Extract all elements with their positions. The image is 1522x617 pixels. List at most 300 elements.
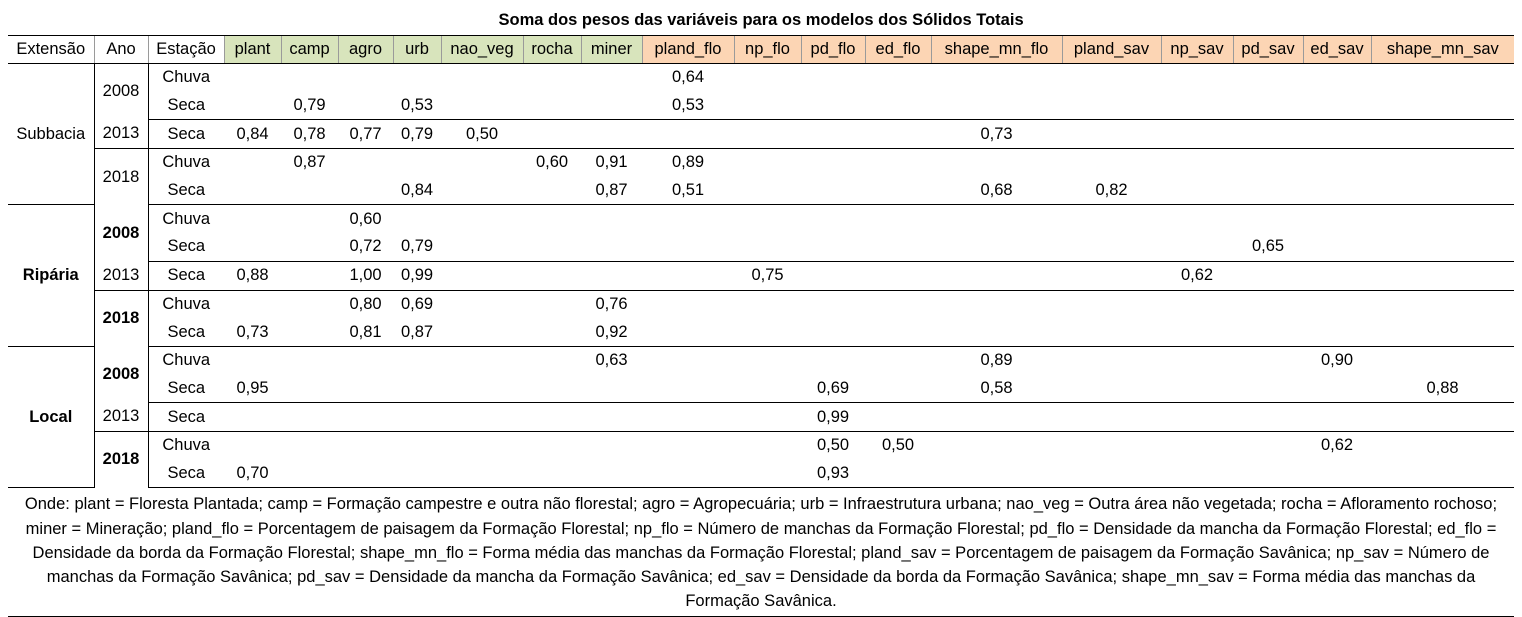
value-cell — [801, 318, 865, 346]
value-cell: 0,58 — [931, 375, 1062, 403]
value-cell: 0,70 — [224, 460, 281, 488]
value-cell: 0,76 — [595, 294, 628, 313]
value-cell — [734, 375, 801, 403]
value-cell: 0,50 — [441, 120, 523, 149]
value-cell — [338, 346, 393, 374]
value-cell — [1233, 431, 1303, 459]
value-cell — [224, 92, 281, 120]
value-cell — [581, 64, 642, 92]
value-cell — [865, 177, 931, 205]
value-cell — [581, 205, 642, 233]
value-cell — [1371, 205, 1514, 233]
value-cell — [1233, 205, 1303, 233]
value-cell — [931, 460, 1062, 488]
value-cell — [931, 205, 1062, 233]
value-cell — [642, 346, 734, 374]
value-cell — [523, 233, 581, 261]
value-cell — [734, 346, 801, 374]
year-cell: 2013 — [94, 403, 148, 432]
value-cell: 0,82 — [1062, 177, 1161, 205]
value-cell — [931, 431, 1062, 459]
extent-cell: Subbacia — [8, 64, 94, 205]
value-cell — [393, 403, 441, 432]
value-cell — [441, 233, 523, 261]
value-cell: 0,63 — [595, 351, 628, 370]
value-cell — [734, 318, 801, 346]
value-cell — [801, 120, 865, 149]
value-cell — [1161, 403, 1233, 432]
value-cell: 0,89 — [671, 153, 705, 172]
value-cell — [581, 120, 642, 149]
value-cell — [1371, 92, 1514, 120]
value-cell — [1233, 120, 1303, 149]
value-cell: 0,75 — [734, 261, 801, 290]
value-cell — [801, 149, 865, 177]
table-row — [8, 261, 1514, 290]
value-cell: 0,79 — [393, 233, 441, 261]
value-cell — [865, 64, 931, 92]
table-row — [8, 431, 1514, 459]
value-cell — [281, 205, 338, 233]
value-cell: 0,53 — [642, 92, 734, 120]
table-row — [8, 205, 1514, 233]
value-cell — [1233, 92, 1303, 120]
value-cell — [865, 92, 931, 120]
column-header-pd_flo: pd_flo — [801, 36, 865, 64]
season-cell: Chuva — [162, 436, 211, 455]
extent-cell: Ripária — [8, 205, 94, 346]
value-cell — [581, 431, 642, 459]
value-cell — [865, 290, 931, 318]
value-cell — [1303, 403, 1371, 432]
table-row — [8, 318, 1514, 346]
value-cell: 0,53 — [393, 92, 441, 120]
value-cell: 0,87 — [293, 153, 326, 172]
value-cell — [281, 431, 338, 459]
value-cell: 0,79 — [393, 120, 441, 149]
value-cell — [734, 120, 801, 149]
value-cell — [441, 177, 523, 205]
value-cell — [865, 460, 931, 488]
value-cell — [734, 403, 801, 432]
value-cell — [801, 346, 865, 374]
year-cell: 2008 — [94, 346, 148, 402]
value-cell — [393, 205, 441, 233]
season-cell: Chuva — [162, 294, 211, 313]
value-cell — [642, 120, 734, 149]
value-cell — [1303, 149, 1371, 177]
value-cell — [642, 460, 734, 488]
value-cell — [1161, 64, 1233, 92]
value-cell: 0,84 — [224, 120, 281, 149]
value-cell — [1371, 149, 1514, 177]
value-cell — [441, 261, 523, 290]
value-cell — [441, 149, 523, 177]
value-cell: 0,65 — [1233, 233, 1303, 261]
value-cell — [441, 290, 523, 318]
value-cell — [281, 375, 338, 403]
value-cell — [1303, 261, 1371, 290]
season-cell: Seca — [148, 318, 224, 346]
column-header-shape_mn_sav: shape_mn_sav — [1371, 36, 1514, 64]
value-cell — [581, 460, 642, 488]
year-cell: 2008 — [94, 205, 148, 261]
value-cell — [441, 318, 523, 346]
value-cell — [1062, 233, 1161, 261]
table-row — [8, 346, 1514, 374]
value-cell — [865, 233, 931, 261]
value-cell — [441, 205, 523, 233]
value-cell — [734, 431, 801, 459]
value-cell — [338, 64, 393, 92]
value-cell — [734, 177, 801, 205]
value-cell — [1161, 318, 1233, 346]
value-cell — [1371, 290, 1514, 318]
value-cell — [865, 120, 931, 149]
value-cell — [393, 431, 441, 459]
value-cell — [1161, 375, 1233, 403]
value-cell — [523, 460, 581, 488]
value-cell — [734, 149, 801, 177]
table-row — [8, 290, 1514, 318]
value-cell: 0,50 — [816, 436, 850, 455]
value-cell — [801, 290, 865, 318]
value-cell — [523, 346, 581, 374]
value-cell — [224, 346, 281, 374]
value-cell: 0,90 — [1320, 351, 1354, 370]
table-row — [8, 120, 1514, 149]
value-cell — [281, 261, 338, 290]
value-cell — [581, 92, 642, 120]
value-cell — [1161, 92, 1233, 120]
column-header-np_flo: np_flo — [734, 36, 801, 64]
value-cell — [523, 205, 581, 233]
season-cell: Seca — [148, 233, 224, 261]
value-cell — [865, 205, 931, 233]
value-cell — [801, 92, 865, 120]
table-footnote: Onde: plant = Floresta Plantada; camp = Formação campestre e outra não florestal; agro = Agropecuária; urb = Infraestrutura urbana; nao_veg = Outra área não vegetada; rocha = Afloramento rochoso; miner = Mineração; pland_flo = Porcentagem de paisagem da Formação Florestal; np_flo = Número de manchas da Formação Florestal; pd_flo = Densidade da mancha da Formação Florestal; ed_flo = Densidade da borda da Formação Florestal; shape_mn_flo = Forma média das manchas da Formação Florestal; pland_sav = Porcentagem de paisagem da Formação Savânica; np_sav = Número de manchas da Formação Savânica; pd_sav = Densidade da mancha da Formação Savânica; ed_sav = Densidade da borda da Formação Savânica; shape_mn_sav = Forma média das manchas da Formação Savânica. — [8, 488, 1514, 617]
value-cell: 0,89 — [980, 351, 1013, 370]
year-cell: 2018 — [94, 149, 148, 205]
value-cell — [931, 318, 1062, 346]
year-cell: 2018 — [94, 431, 148, 487]
value-cell — [642, 233, 734, 261]
value-cell — [581, 261, 642, 290]
value-cell: 0,64 — [671, 68, 705, 87]
value-cell — [441, 92, 523, 120]
column-header-esta-o: Estação — [148, 36, 224, 64]
column-header-pd_sav: pd_sav — [1233, 36, 1303, 64]
value-cell — [1161, 290, 1233, 318]
value-cell — [281, 403, 338, 432]
value-cell — [1161, 431, 1233, 459]
value-cell — [393, 375, 441, 403]
value-cell: 0,50 — [881, 436, 915, 455]
column-header-miner: miner — [581, 36, 642, 64]
value-cell — [281, 177, 338, 205]
value-cell: 0,78 — [281, 120, 338, 149]
value-cell — [523, 64, 581, 92]
value-cell: 0,72 — [338, 233, 393, 261]
value-cell — [642, 290, 734, 318]
value-cell — [1303, 460, 1371, 488]
value-cell — [523, 120, 581, 149]
header-row — [8, 36, 1514, 64]
column-header-shape_mn_flo: shape_mn_flo — [931, 36, 1062, 64]
value-cell — [1303, 92, 1371, 120]
value-cell — [801, 177, 865, 205]
value-cell — [734, 290, 801, 318]
value-cell — [1371, 318, 1514, 346]
value-cell — [1062, 346, 1161, 374]
table-body — [8, 64, 1514, 488]
value-cell — [1371, 120, 1514, 149]
table-row — [8, 403, 1514, 432]
season-cell: Seca — [148, 92, 224, 120]
value-cell — [1371, 460, 1514, 488]
value-cell — [281, 318, 338, 346]
value-cell: 0,99 — [393, 261, 441, 290]
value-cell — [801, 205, 865, 233]
value-cell — [801, 261, 865, 290]
value-cell: 0,51 — [642, 177, 734, 205]
value-cell — [281, 460, 338, 488]
season-cell: Seca — [148, 375, 224, 403]
value-cell: 0,88 — [224, 261, 281, 290]
value-cell — [523, 403, 581, 432]
value-cell — [1062, 149, 1161, 177]
season-cell: Chuva — [162, 153, 211, 172]
table-row — [8, 64, 1514, 92]
value-cell — [642, 205, 734, 233]
value-cell — [865, 149, 931, 177]
value-cell: 0,80 — [349, 294, 382, 313]
value-cell — [441, 346, 523, 374]
value-cell — [1371, 403, 1514, 432]
season-cell: Seca — [148, 120, 224, 149]
value-cell — [931, 261, 1062, 290]
value-cell — [642, 375, 734, 403]
value-cell: 0,77 — [338, 120, 393, 149]
season-cell: Chuva — [162, 209, 211, 228]
value-cell — [338, 403, 393, 432]
value-cell — [1233, 318, 1303, 346]
value-cell — [734, 92, 801, 120]
value-cell — [1062, 375, 1161, 403]
value-cell — [1062, 120, 1161, 149]
season-cell: Chuva — [162, 351, 211, 370]
value-cell — [338, 460, 393, 488]
value-cell — [1062, 261, 1161, 290]
value-cell — [224, 149, 281, 177]
column-header-ed_flo: ed_flo — [865, 36, 931, 64]
table-title: Soma dos pesos das variáveis para os modelos dos Sólidos Totais — [8, 6, 1514, 36]
value-cell — [393, 346, 441, 374]
value-cell — [931, 290, 1062, 318]
value-cell — [931, 233, 1062, 261]
table-row — [8, 375, 1514, 403]
value-cell — [1303, 205, 1371, 233]
value-cell: 0,68 — [931, 177, 1062, 205]
value-cell — [1062, 431, 1161, 459]
value-cell — [931, 64, 1062, 92]
value-cell: 0,84 — [393, 177, 441, 205]
value-cell — [1371, 261, 1514, 290]
value-cell — [224, 431, 281, 459]
value-cell: 0,73 — [224, 318, 281, 346]
value-cell — [734, 205, 801, 233]
value-cell — [224, 64, 281, 92]
value-cell — [1062, 403, 1161, 432]
value-cell: 0,93 — [801, 460, 865, 488]
value-cell — [1161, 233, 1233, 261]
season-cell: Seca — [148, 403, 224, 432]
table-row — [8, 149, 1514, 177]
value-cell — [523, 318, 581, 346]
value-cell: 0,95 — [224, 375, 281, 403]
value-cell — [1233, 177, 1303, 205]
value-cell — [931, 149, 1062, 177]
value-cell — [224, 233, 281, 261]
value-cell — [1233, 261, 1303, 290]
value-cell — [1062, 290, 1161, 318]
value-cell — [931, 92, 1062, 120]
value-cell: 0,99 — [801, 403, 865, 432]
value-cell: 0,88 — [1371, 375, 1514, 403]
extent-cell: Local — [8, 346, 94, 487]
column-header-ed_sav: ed_sav — [1303, 36, 1371, 64]
column-header-ano: Ano — [94, 36, 148, 64]
value-cell — [441, 460, 523, 488]
value-cell — [581, 375, 642, 403]
value-cell: 0,73 — [931, 120, 1062, 149]
table-row — [8, 233, 1514, 261]
value-cell — [338, 177, 393, 205]
value-cell — [224, 177, 281, 205]
value-cell — [1371, 346, 1514, 374]
value-cell: 0,87 — [581, 177, 642, 205]
value-cell — [523, 261, 581, 290]
year-cell: 2018 — [94, 290, 148, 346]
value-cell — [1233, 403, 1303, 432]
column-header-camp: camp — [281, 36, 338, 64]
value-cell — [1062, 92, 1161, 120]
value-cell — [642, 261, 734, 290]
value-cell — [523, 177, 581, 205]
column-header-agro: agro — [338, 36, 393, 64]
value-cell — [1303, 233, 1371, 261]
value-cell — [1161, 205, 1233, 233]
value-cell: 0,87 — [393, 318, 441, 346]
value-cell — [338, 375, 393, 403]
value-cell — [441, 431, 523, 459]
weights-table — [8, 6, 1514, 488]
value-cell — [734, 64, 801, 92]
value-cell — [865, 261, 931, 290]
value-cell — [281, 233, 338, 261]
value-cell — [224, 403, 281, 432]
value-cell — [441, 64, 523, 92]
value-cell — [1233, 346, 1303, 374]
value-cell — [642, 431, 734, 459]
value-cell — [1303, 375, 1371, 403]
value-cell — [523, 290, 581, 318]
value-cell — [801, 233, 865, 261]
value-cell — [865, 403, 931, 432]
value-cell — [1161, 346, 1233, 374]
value-cell — [1371, 177, 1514, 205]
value-cell: 0,60 — [349, 209, 382, 228]
column-header-pland_sav: pland_sav — [1062, 36, 1161, 64]
value-cell — [734, 460, 801, 488]
value-cell — [281, 64, 338, 92]
column-header-urb: urb — [393, 36, 441, 64]
value-cell — [1161, 177, 1233, 205]
value-cell — [1233, 64, 1303, 92]
value-cell: 0,62 — [1161, 261, 1233, 290]
value-cell: 1,00 — [338, 261, 393, 290]
value-cell — [1161, 460, 1233, 488]
column-header-nao_veg: nao_veg — [441, 36, 523, 64]
value-cell — [734, 233, 801, 261]
season-cell: Seca — [148, 460, 224, 488]
value-cell: 0,60 — [535, 153, 569, 172]
value-cell — [1161, 149, 1233, 177]
value-cell — [1303, 64, 1371, 92]
table-container — [8, 6, 1514, 617]
year-cell: 2008 — [94, 64, 148, 120]
value-cell — [931, 403, 1062, 432]
value-cell: 0,81 — [338, 318, 393, 346]
value-cell — [338, 149, 393, 177]
value-cell — [1062, 460, 1161, 488]
season-cell: Chuva — [162, 68, 211, 87]
value-cell — [224, 205, 281, 233]
value-cell: 0,92 — [581, 318, 642, 346]
value-cell — [581, 233, 642, 261]
value-cell — [1233, 290, 1303, 318]
value-cell: 0,62 — [1320, 436, 1354, 455]
value-cell — [1303, 177, 1371, 205]
value-cell — [441, 375, 523, 403]
value-cell — [1371, 64, 1514, 92]
value-cell: 0,69 — [400, 294, 434, 313]
column-header-np_sav: np_sav — [1161, 36, 1233, 64]
value-cell — [1303, 290, 1371, 318]
season-cell: Seca — [148, 261, 224, 290]
value-cell — [1062, 318, 1161, 346]
value-cell — [1303, 120, 1371, 149]
value-cell — [338, 92, 393, 120]
value-cell — [441, 403, 523, 432]
value-cell — [1233, 375, 1303, 403]
value-cell — [801, 64, 865, 92]
value-cell — [1062, 64, 1161, 92]
value-cell — [1062, 205, 1161, 233]
column-header-plant: plant — [224, 36, 281, 64]
value-cell — [523, 431, 581, 459]
table-row — [8, 92, 1514, 120]
value-cell — [1233, 149, 1303, 177]
value-cell — [393, 460, 441, 488]
value-cell — [1303, 318, 1371, 346]
value-cell — [523, 375, 581, 403]
value-cell — [642, 318, 734, 346]
value-cell — [281, 290, 338, 318]
value-cell — [281, 346, 338, 374]
value-cell — [1371, 233, 1514, 261]
column-header-rocha: rocha — [523, 36, 581, 64]
